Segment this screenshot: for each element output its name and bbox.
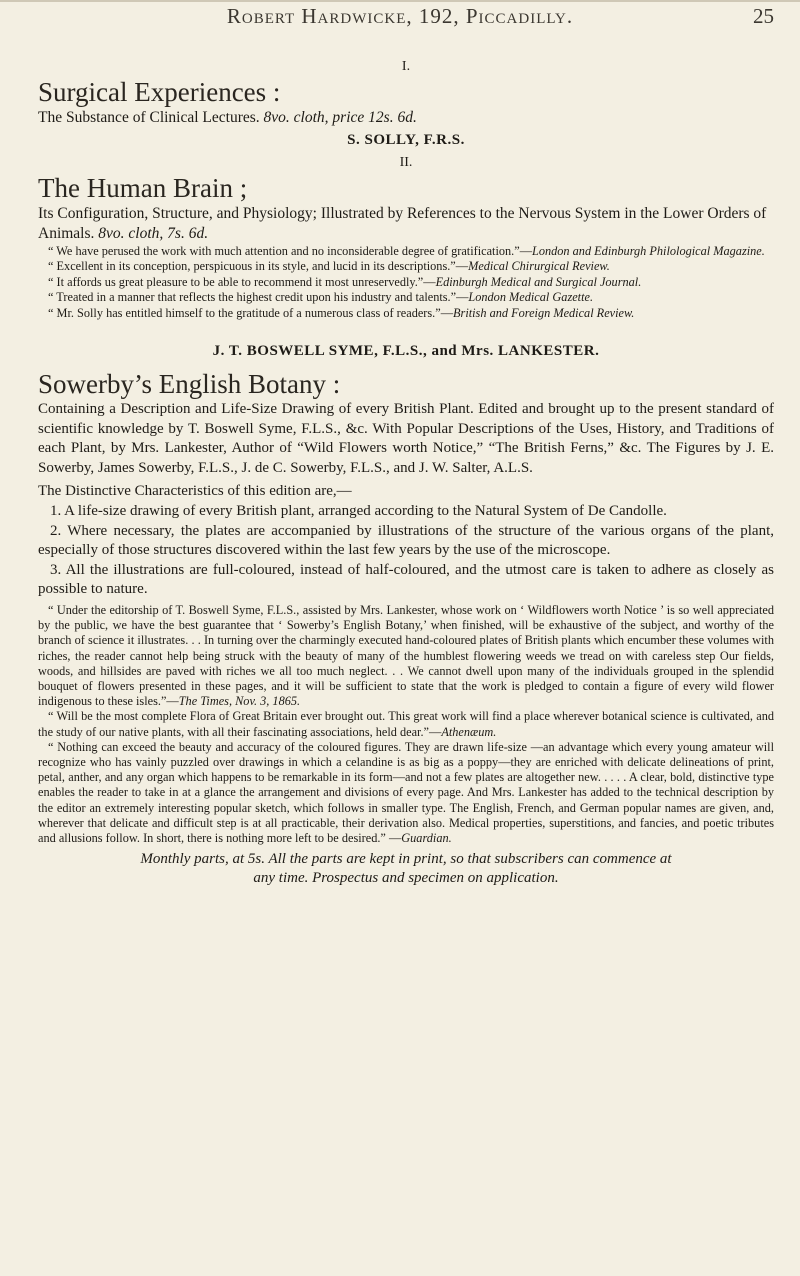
review-quote xyxy=(38,306,774,321)
book3-press-quotes xyxy=(38,603,774,846)
book3-authors: J. T. BOSWELL SYME, F.L.S., and Mrs. LANKESTER. xyxy=(212,343,600,360)
book3-description: Containing a Description and Life-Size Drawing of every British Plant. Edited and brought up to the present standard of scientific knowledge by T. Boswell Syme, F.L.S., &c. With Popular Descriptions of the Uses, History, and Traditions of each Plant, by Mrs. Lankester, Author of “Wild Flowers worth Notice,” “The British Ferns,” &c. The Figures by J. E. Sowerby, James Sowerby, F.L.S., J. de C. Sowerby, F.L.S., and J. W. Salter, A.L.S. xyxy=(38,401,774,476)
quote-text: “ Under the editorship of T. Boswell Syme, F.L.S., assisted by Mrs. Lankester, whose work on ‘ Wildflowers worth Notice ’ is so well appreciated by the public, we have the best guarantee that ‘ Sowerby’s English Botany,’ when finished, will be exhaustive of the subject, and worthy of the branch of science it illustrates. . . In turning over the charmingly executed hand-coloured plates of British plants which encumber these volumes with riches, the reader cannot help being struck with the beauty of many of the humblest flowering weeds we tread on with careless step Our fields, woods, and hillsides are paved with riches we all too much neglect. . . We cannot dwell upon many of the individuals grouped in the splendid bouquet of flowers presented in these pages, and it will be sufficient to state that the work is pledged to contain a figure of every wild flower indigenous to these isles.”— xyxy=(38,602,774,709)
book2-title: The Human Brain ; xyxy=(38,173,248,203)
review-text: “ Treated in a manner that reflects the highest credit upon his industry and talents.”— xyxy=(48,290,469,305)
book2-subtitle xyxy=(38,204,774,244)
quote-source: The Times, Nov. 3, 1865. xyxy=(178,694,301,709)
quote-source: Athenæum. xyxy=(441,724,497,739)
press-quote xyxy=(38,740,774,846)
running-head: Robert Hardwicke, 192, Piccadilly. xyxy=(226,4,574,28)
review-source: British and Foreign Medical Review. xyxy=(453,305,635,320)
book1-author: S. SOLLY, F.R.S. xyxy=(347,132,465,148)
review-text: “ It affords us great pleasure to be able to recommend it most unreservedly.”— xyxy=(48,274,436,289)
book1-numeral: I. xyxy=(401,59,411,74)
book1-subtitle xyxy=(38,108,774,128)
review-text: “ Mr. Solly has entitled himself to the gratitude of a numerous class of readers.”— xyxy=(48,305,454,320)
book3-title: Sowerby’s English Botany : xyxy=(38,369,341,400)
review-source: Medical Chirurgical Review. xyxy=(468,259,610,274)
review-quote xyxy=(38,259,774,274)
press-quote xyxy=(38,603,774,709)
book2-reviews xyxy=(38,244,774,321)
review-source: London Medical Gazette. xyxy=(468,290,594,305)
quote-text: “ Will be the most complete Flora of Great Britain ever brought out. This great work will find a place wherever botanical science is cultivated, and the study of our native plants, with all their fascinating associations, held dear.”— xyxy=(38,709,774,739)
subscription-note-line1: Monthly parts, at 5s. All the parts are kept in print, so that subscribers can commence at xyxy=(140,851,672,868)
characteristic-item: 1. A life-size drawing of every British plant, arranged according to the Natural System of De Candolle. xyxy=(50,503,667,519)
book2-format: 8vo. cloth, xyxy=(98,225,164,242)
review-quote xyxy=(38,290,774,305)
review-quote xyxy=(38,275,774,290)
book1-price: 12s. 6d. xyxy=(368,109,417,126)
characteristic-item: 3. All the illustrations are full-coloured, instead of half-coloured, and the utmost care is taken to adhere as closely as possible to nature. xyxy=(38,561,774,598)
subscription-note-line2: any time. Prospectus and specimen on application. xyxy=(253,870,559,887)
review-text: “ Excellent in its conception, perspicuous in its style, and lucid in its descriptions.”— xyxy=(48,259,469,274)
distinctive-heading: The Distinctive Characteristics of this edition are,— xyxy=(38,483,352,500)
top-edge xyxy=(0,0,800,2)
review-text: “ We have perused the work with much attention and no inconsiderable degree of gratification.”— xyxy=(48,244,532,258)
book1-format: 8vo. cloth, price xyxy=(263,109,365,126)
book2-subtitle-text: Its Configuration, Structure, and Physiology; Illustrated by References to the Nervous System in the Lower Orders of Animals. xyxy=(38,205,767,242)
book1-subtitle-text: The Substance of Clinical Lectures. xyxy=(38,109,260,126)
review-quote xyxy=(38,244,774,259)
quote-text: “ Nothing can exceed the beauty and accuracy of the coloured figures. They are drawn life-size —an advantage which every young amateur will recognize who has vainly puzzled over drawings in which a celandine is as big as a poppy—they are enriched with delicate delineations of print, petal, anther, and any organ which happens to be remarkable in its form—and not a few plates are altogether new. . . . . A clear, bold, distinctive type enables the reader to take in at a glance the arrangement and divisions of every page. And Mrs. Lankester has added to the technical description by the editor an extremely interesting popular sketch, which follows in smaller type. The English, French, and German popular names are given, and, wherever that delicate and difficult step is at all practicable, their derivation also. Medical properties, superstitions, and fancies, and poetic tributes and allusions follow. In short, there is nothing more left to be desired.” — xyxy=(38,739,774,846)
book2-price: 7s. 6d. xyxy=(167,225,209,242)
characteristic-item: 2. Where necessary, the plates are accompanied by illustrations of the structure of the various organs of the plant, especially of those structures discovered within the last few years by the use of the microscope. xyxy=(38,522,774,559)
book2-numeral: II. xyxy=(399,155,413,170)
book1-title: Surgical Experiences : xyxy=(38,77,281,107)
review-source: Edinburgh Medical and Surgical Journal. xyxy=(435,274,642,289)
advertisement-column xyxy=(38,58,774,888)
press-quote xyxy=(38,709,774,739)
review-source: London and Edinburgh Philological Magazine. xyxy=(532,244,765,258)
quote-source: Guardian. xyxy=(401,831,452,846)
page-number: 25 xyxy=(753,4,774,28)
